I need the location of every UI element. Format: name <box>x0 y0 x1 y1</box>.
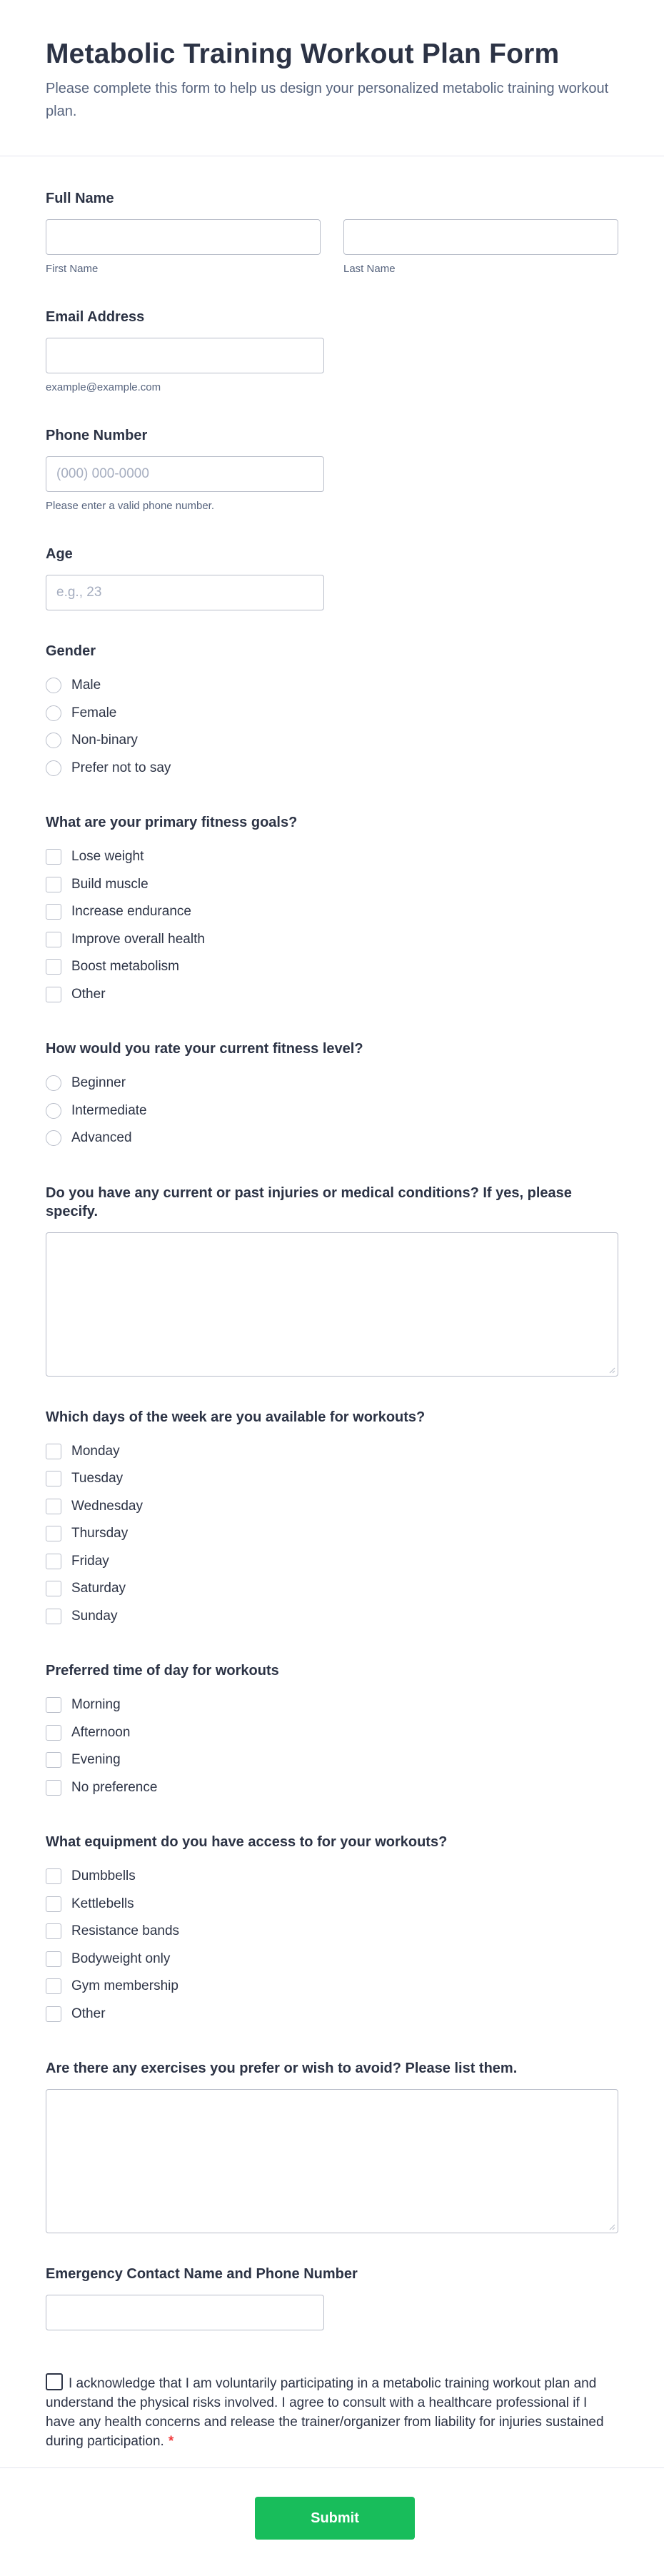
radio-button[interactable] <box>46 705 61 721</box>
radio-button[interactable] <box>46 678 61 693</box>
submit-button[interactable]: Submit <box>255 2497 415 2540</box>
phone-input[interactable] <box>46 456 324 492</box>
days-option[interactable] <box>46 1465 618 1493</box>
first-name-sublabel: First Name <box>46 263 99 275</box>
radio-button[interactable] <box>46 733 61 748</box>
option-label: Other <box>71 986 106 1002</box>
fitness-level-label: How would you rate your current fitness level? <box>46 1041 363 1057</box>
resize-grip-icon[interactable] <box>608 2223 615 2230</box>
option-label: Other <box>71 2006 106 2021</box>
age-label: Age <box>46 546 73 562</box>
goals-option[interactable] <box>46 871 618 899</box>
fitness-level-question <box>46 1040 618 1152</box>
email-sublabel: example@example.com <box>46 381 161 393</box>
full-name-question <box>46 189 618 276</box>
first-name-input[interactable] <box>46 219 321 255</box>
checkbox[interactable] <box>46 1951 61 1967</box>
days-option[interactable] <box>46 1548 618 1576</box>
email-question <box>46 308 618 395</box>
option-label: Build muscle <box>71 876 149 892</box>
days-label: Which days of the week are you available for workouts? <box>46 1409 426 1425</box>
phone-sublabel: Please enter a valid phone number. <box>46 500 214 512</box>
option-label: Gym membership <box>71 1978 178 1994</box>
email-input[interactable] <box>46 338 324 373</box>
option-label: Wednesday <box>71 1498 143 1514</box>
option-label: Sunday <box>71 1608 118 1624</box>
goals-option[interactable] <box>46 981 618 1009</box>
radio-button[interactable] <box>46 1103 61 1119</box>
time-of-day-option[interactable] <box>46 1746 618 1774</box>
gender-label: Gender <box>46 643 96 659</box>
equipment-option[interactable] <box>46 1918 618 1946</box>
time-of-day-label: Preferred time of day for workouts <box>46 1663 279 1679</box>
option-label: Thursday <box>71 1526 129 1541</box>
days-option[interactable] <box>46 1520 618 1548</box>
form-subtitle: Please complete this form to help us design your personalized metabolic training workout plan. <box>46 81 609 119</box>
option-label: Resistance bands <box>71 1923 180 1939</box>
checkbox[interactable] <box>46 2006 61 2022</box>
option-label: Dumbbells <box>71 1868 136 1884</box>
checkbox[interactable] <box>46 1526 61 1541</box>
gender-option[interactable] <box>46 727 618 755</box>
form-footer <box>0 2467 664 2576</box>
form-title: Metabolic Training Workout Plan Form <box>46 39 560 69</box>
option-label: Afternoon <box>71 1724 131 1740</box>
emergency-question <box>46 2265 618 2330</box>
equipment-option[interactable] <box>46 1946 618 1973</box>
goals-question <box>46 813 618 1008</box>
option-label: Beginner <box>71 1075 126 1091</box>
equipment-option[interactable] <box>46 1863 618 1891</box>
checkbox[interactable] <box>46 1978 61 1994</box>
injuries-textarea[interactable] <box>46 1232 618 1377</box>
equipment-option[interactable] <box>46 2001 618 2028</box>
gender-option[interactable] <box>46 755 618 783</box>
required-asterisk: * <box>168 2434 174 2449</box>
checkbox[interactable] <box>46 1499 61 1514</box>
fitness-level-option[interactable] <box>46 1097 618 1125</box>
equipment-option[interactable] <box>46 1891 618 1918</box>
goals-option[interactable] <box>46 898 618 926</box>
checkbox[interactable] <box>46 1471 61 1486</box>
checkbox[interactable] <box>46 932 61 947</box>
last-name-input[interactable] <box>343 219 618 255</box>
exercises-question <box>46 2059 618 2233</box>
option-label: Intermediate <box>71 1102 147 1118</box>
checkbox[interactable] <box>46 1752 61 1768</box>
checkbox[interactable] <box>46 959 61 975</box>
injuries-question <box>46 1184 618 1377</box>
acknowledgement[interactable] <box>46 2373 618 2451</box>
option-label: Evening <box>71 1752 121 1768</box>
injuries-label: Do you have any current or past injuries or medical conditions? If yes, please specify. <box>46 1184 572 1219</box>
emergency-contact-input[interactable] <box>46 2295 324 2330</box>
radio-button[interactable] <box>46 1075 61 1091</box>
fitness-level-option[interactable] <box>46 1125 618 1152</box>
gender-option[interactable] <box>46 672 618 700</box>
checkbox[interactable] <box>46 904 61 920</box>
days-option[interactable] <box>46 1603 618 1631</box>
checkbox[interactable] <box>46 1554 61 1569</box>
goals-option[interactable] <box>46 843 618 871</box>
goals-label: What are your primary fitness goals? <box>46 815 298 830</box>
form-body <box>0 156 664 2451</box>
days-option[interactable] <box>46 1575 618 1603</box>
checkbox[interactable] <box>46 1868 61 1884</box>
equipment-question <box>46 1833 618 2028</box>
exercises-textarea[interactable] <box>46 2089 618 2233</box>
phone-label: Phone Number <box>46 428 148 443</box>
days-option[interactable] <box>46 1493 618 1521</box>
checkbox[interactable] <box>46 1896 61 1912</box>
form-header <box>0 0 664 156</box>
checkbox[interactable] <box>46 1725 61 1741</box>
option-label: Advanced <box>71 1130 132 1146</box>
full-name-label: Full Name <box>46 191 114 206</box>
checkbox[interactable] <box>46 877 61 892</box>
option-label: Female <box>71 705 117 720</box>
days-question <box>46 1408 618 1631</box>
radio-button[interactable] <box>46 1130 61 1146</box>
option-label: Bodyweight only <box>71 1951 171 1966</box>
option-label: Male <box>71 678 101 693</box>
time-of-day-option[interactable] <box>46 1691 618 1719</box>
radio-button[interactable] <box>46 760 61 776</box>
option-label: Increase endurance <box>71 904 191 920</box>
option-label: Lose weight <box>71 849 144 865</box>
gender-question <box>46 642 618 782</box>
equipment-option[interactable] <box>46 1973 618 2001</box>
option-label: Non-binary <box>71 733 138 748</box>
option-label: Kettlebells <box>71 1896 134 1911</box>
gender-option[interactable] <box>46 700 618 728</box>
option-label: Saturday <box>71 1581 126 1596</box>
age-question <box>46 545 618 610</box>
age-input[interactable] <box>46 575 324 610</box>
days-option[interactable] <box>46 1438 618 1466</box>
acknowledgement-checkbox[interactable] <box>46 2373 63 2390</box>
option-label: Boost metabolism <box>71 959 180 975</box>
checkbox[interactable] <box>46 1697 61 1713</box>
checkbox[interactable] <box>46 987 61 1002</box>
option-label: Tuesday <box>71 1471 124 1486</box>
time-of-day-option[interactable] <box>46 1774 618 1802</box>
equipment-label: What equipment do you have access to for your workouts? <box>46 1834 448 1850</box>
checkbox[interactable] <box>46 1609 61 1624</box>
goals-option[interactable] <box>46 926 618 954</box>
option-label: Monday <box>71 1443 120 1459</box>
option-label: Improve overall health <box>71 931 205 947</box>
exercises-label: Are there any exercises you prefer or wish to avoid? Please list them. <box>46 2061 518 2076</box>
email-label: Email Address <box>46 309 145 325</box>
checkbox[interactable] <box>46 1923 61 1939</box>
last-name-sublabel: Last Name <box>343 263 396 275</box>
resize-grip-icon[interactable] <box>608 1367 615 1374</box>
time-of-day-option[interactable] <box>46 1719 618 1747</box>
checkbox[interactable] <box>46 849 61 865</box>
checkbox[interactable] <box>46 1444 61 1459</box>
checkbox[interactable] <box>46 1581 61 1596</box>
phone-question <box>46 426 618 513</box>
acknowledgement-text: I acknowledge that I am voluntarily participating in a metabolic training workout plan and understand the physical risks involved. I agree to consult with a healthcare professional if I have any health concerns and release the trainer/organizer from liability for injuries sustained during participation. <box>46 2376 604 2449</box>
checkbox[interactable] <box>46 1780 61 1796</box>
option-label: Prefer not to say <box>71 760 171 775</box>
fitness-level-option[interactable] <box>46 1070 618 1097</box>
time-of-day-question <box>46 1661 618 1801</box>
emergency-label: Emergency Contact Name and Phone Number <box>46 2266 358 2282</box>
option-label: Morning <box>71 1697 121 1713</box>
option-label: Friday <box>71 1553 109 1569</box>
option-label: No preference <box>71 1779 158 1795</box>
goals-option[interactable] <box>46 953 618 981</box>
